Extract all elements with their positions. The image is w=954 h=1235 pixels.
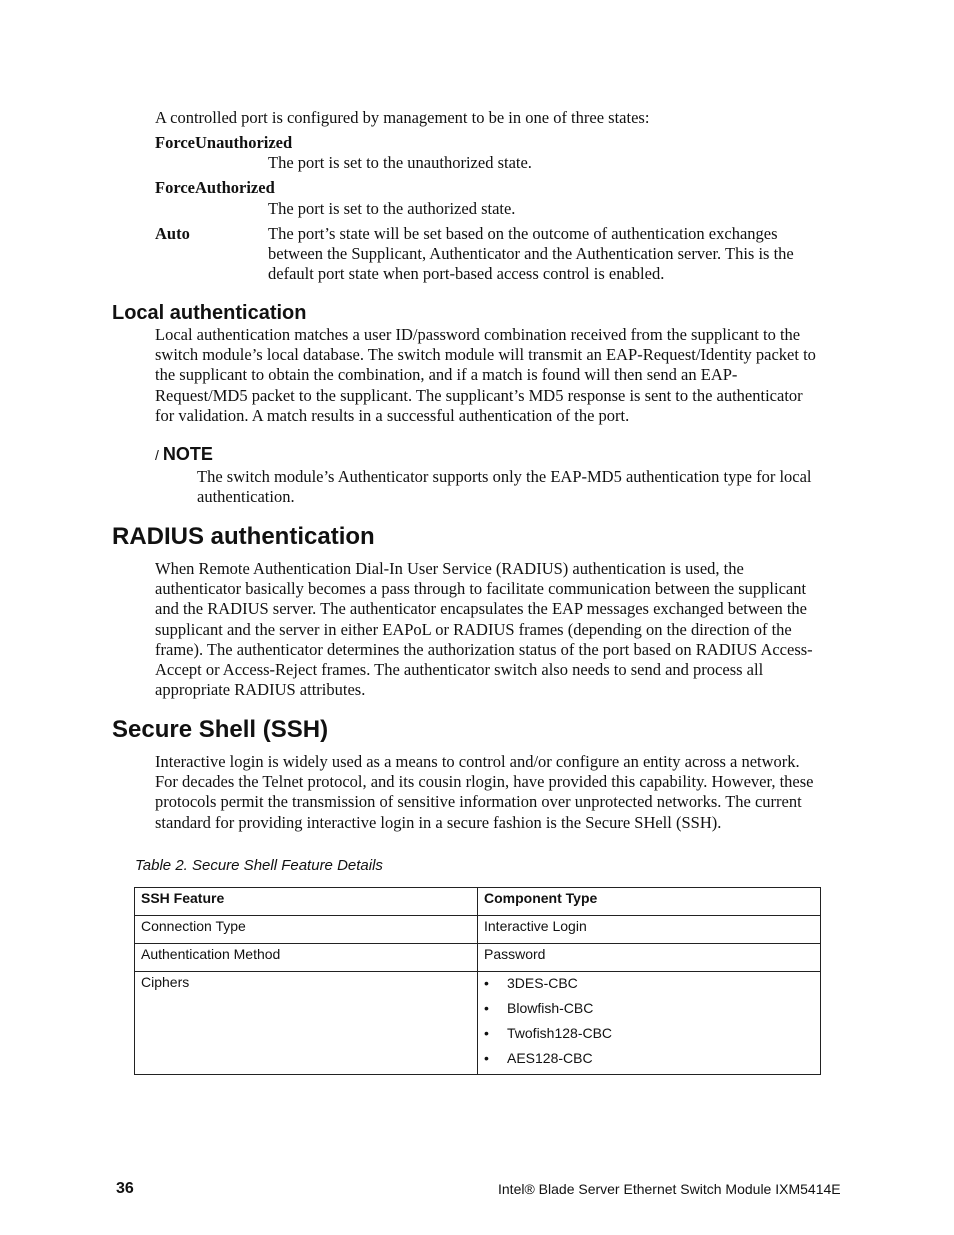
- table-cell: Connection Type: [135, 916, 478, 944]
- table-cell: Password: [478, 944, 821, 972]
- bullet-icon: •: [484, 1025, 489, 1041]
- note-heading: [155, 444, 213, 465]
- paragraph-line: Interactive login is widely used as a means to control and/or configure an entity across a network.: [155, 752, 800, 771]
- list-item: [484, 974, 814, 999]
- cipher-name: AES128-CBC: [507, 1050, 593, 1066]
- paragraph-line: switch module’s local database. The switch module will transmit an EAP-Request/Identity packet to: [155, 345, 816, 365]
- ssh-paragraph: [155, 752, 850, 833]
- radius-heading: RADIUS authentication: [112, 523, 375, 550]
- paragraph-line: When Remote Authentication Dial-In User Service (RADIUS) authentication is used, the: [155, 559, 744, 578]
- note-line: authentication.: [197, 487, 295, 507]
- paragraph-line: frame). The authenticator determines the authorization status of the port based on RADIUS Access-: [155, 639, 813, 659]
- state-desc-auto-line: The port’s state will be set based on the outcome of authentication exchanges: [268, 224, 778, 243]
- state-desc-auto-line: default port state when port-based access control is enabled.: [268, 264, 665, 284]
- note-icon: /: [155, 447, 159, 463]
- paragraph-line: supplicant and the server in either EAPoL or RADIUS frames (depending on the direction of the: [155, 619, 792, 639]
- paragraph-line: Local authentication matches a user ID/password combination received from the supplicant to the: [155, 325, 801, 344]
- state-desc-auto: [268, 224, 848, 285]
- list-item: [484, 999, 814, 1024]
- paragraph-line: Accept or Access-Reject frames. The authenticator switch also needs to send and process all: [155, 660, 764, 680]
- ciphers-list: [484, 974, 814, 1074]
- ciphers-cell: [478, 972, 821, 1075]
- note-label: NOTE: [162, 444, 213, 464]
- bullet-icon: •: [484, 1000, 489, 1016]
- intro-text: A controlled port is configured by management to be in one of three states:: [155, 108, 650, 127]
- local-auth-heading: Local authentication: [112, 302, 307, 324]
- state-term-force-authorized: ForceAuthorized: [155, 178, 275, 197]
- table-cell: Interactive Login: [478, 916, 821, 944]
- table-caption: Table 2. Secure Shell Feature Details: [135, 857, 383, 874]
- ssh-heading: Secure Shell (SSH): [112, 716, 329, 743]
- cipher-name: 3DES-CBC: [507, 975, 578, 991]
- paragraph-line: and the RADIUS server. The authenticator encapsulates the EAP messages exchanged between the: [155, 599, 807, 619]
- paragraph-line: the supplicant to obtain the combination, and if a match is found will then send an EAP-: [155, 365, 738, 385]
- paragraph-line: Request/MD5 packet to the supplicant. The supplicant’s MD5 response is sent to the authenticator: [155, 385, 803, 405]
- ssh-feature-table: [134, 887, 821, 1075]
- local-auth-paragraph: [155, 325, 845, 426]
- state-desc-force-authorized: The port is set to the authorized state.: [268, 199, 516, 218]
- paragraph-line: For decades the Telnet protocol, and its cousin rlogin, have provided this capability. However, these: [155, 772, 814, 792]
- table-row: [135, 944, 821, 972]
- state-term-auto: Auto: [155, 224, 190, 243]
- radius-paragraph: [155, 559, 850, 700]
- column-header-component-type: Component Type: [478, 888, 821, 916]
- table-row: [135, 916, 821, 944]
- table-cell: Authentication Method: [135, 944, 478, 972]
- note-line: The switch module’s Authenticator supports only the EAP-MD5 authentication type for local: [197, 467, 812, 486]
- list-item: [484, 1024, 814, 1049]
- note-text: [197, 467, 847, 507]
- footer-title: Intel® Blade Server Ethernet Switch Module IXM5414E: [498, 1181, 841, 1197]
- paragraph-line: for validation. A match results in a successful authentication of the port.: [155, 405, 630, 425]
- state-desc-auto-line: between the Supplicant, Authenticator and the Authentication server. This is the: [268, 244, 794, 264]
- paragraph-line: protocols permit the transmission of sensitive information over unprotected networks. The current: [155, 792, 802, 812]
- bullet-icon: •: [484, 1050, 489, 1066]
- column-header-ssh-feature: SSH Feature: [135, 888, 478, 916]
- table-cell: Ciphers: [135, 972, 478, 1075]
- list-item: [484, 1049, 814, 1074]
- paragraph-line: authenticator basically becomes a pass through to facilitate communication between the supplicant: [155, 579, 807, 599]
- state-desc-force-unauthorized: The port is set to the unauthorized state.: [268, 153, 532, 172]
- table-row: [135, 972, 821, 1075]
- state-term-force-unauthorized: ForceUnauthorized: [155, 133, 293, 152]
- bullet-icon: •: [484, 975, 489, 991]
- cipher-name: Blowfish-CBC: [507, 1000, 594, 1016]
- cipher-name: Twofish128-CBC: [507, 1025, 613, 1041]
- table-header-row: [135, 888, 821, 916]
- paragraph-line: appropriate RADIUS attributes.: [155, 680, 366, 700]
- page-number: 36: [116, 1180, 134, 1197]
- paragraph-line: standard for providing interactive login in a secure fashion is the Secure SHell (SSH).: [155, 812, 722, 832]
